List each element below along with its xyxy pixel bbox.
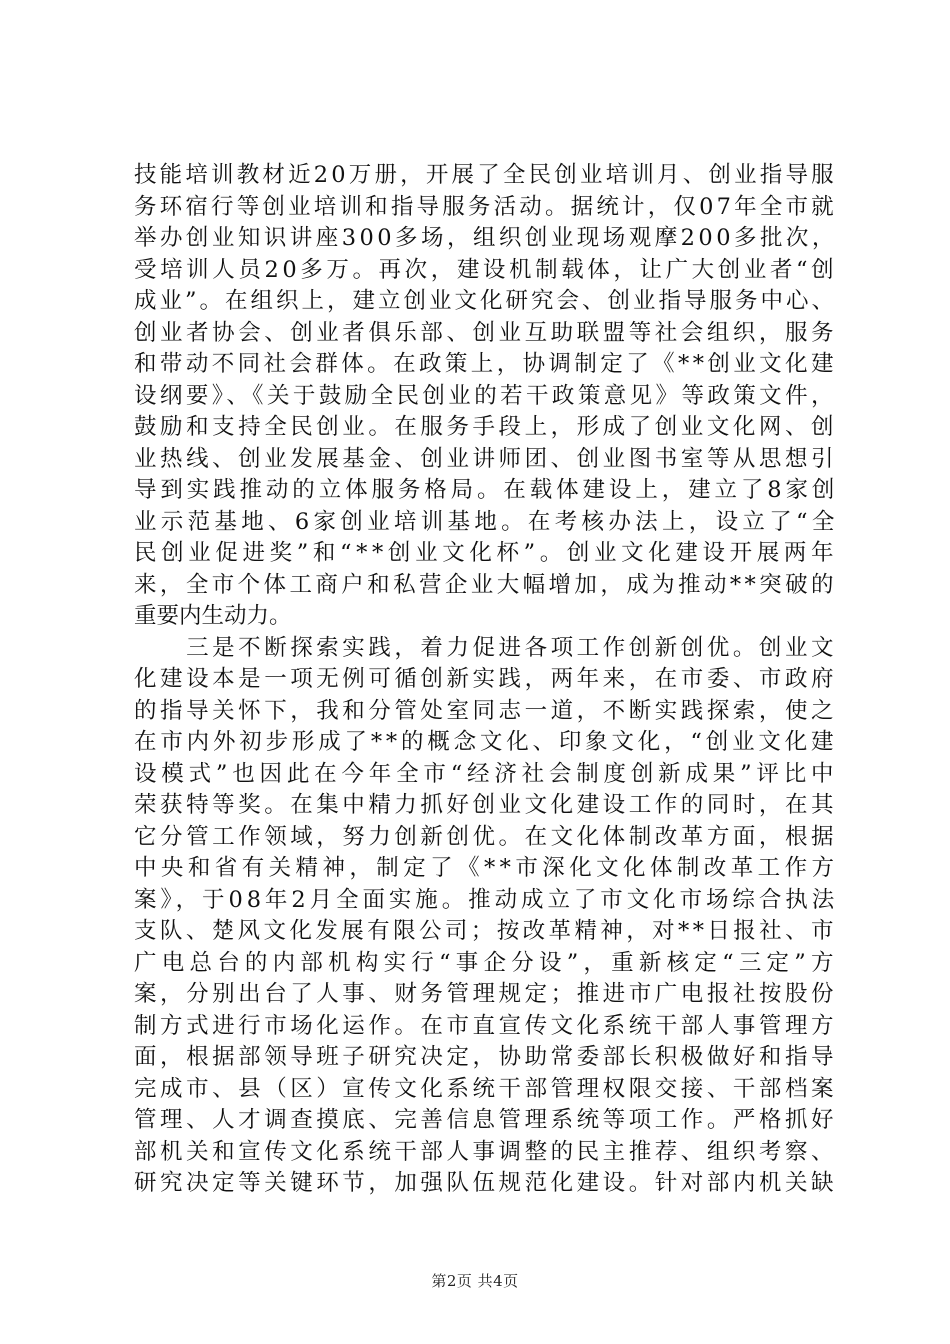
text-line: 务环宿行等创业培训和指导服务活动。据统计，仅07年全市就 xyxy=(134,193,837,220)
text-line: 民创业促进奖”和“**创业文化杯”。创业文化建设开展两年 xyxy=(134,540,839,566)
text-line: 业示范基地、6家创业培训基地。在考核办法上，设立了“全 xyxy=(134,508,839,535)
text-line: 研究决定等关键环节，加强队伍规范化建设。针对部内机关缺 xyxy=(134,1170,838,1196)
page-footer: 第2页 共4页 xyxy=(431,1272,519,1290)
text-line: 设纲要》、《关于鼓励全民创业的若干政策意见》等政策文件， xyxy=(134,382,837,409)
text-line: 管理、人才调查摸底、完善信息管理系统等项工作。严格抓好 xyxy=(134,1107,838,1133)
text-line: 在市内外初步形成了**的概念文化、印象文化，“创业文化建 xyxy=(134,729,838,755)
text-line: 成业”。在组织上，建立创业文化研究会、创业指导服务中心、 xyxy=(134,288,838,314)
text-line: 三是不断探索实践，着力促进各项工作创新创优。创业文 xyxy=(134,634,838,661)
text-line: 支队、楚风文化发展有限公司；按改革精神，对**日报社、市 xyxy=(134,918,837,944)
text-line: 广电总台的内部机构实行“事企分设”，重新核定“三定”方 xyxy=(134,949,839,976)
text-line: 部机关和宣传文化系统干部人事调整的民主推荐、组织考察、 xyxy=(134,1138,838,1165)
text-line: 设模式”也因此在今年全市“经济社会制度创新成果”评比中 xyxy=(134,760,839,787)
text-line: 荣获特等奖。在集中精力抓好创业文化建设工作的同时，在其 xyxy=(134,792,838,818)
text-line: 案，分别出台了人事、财务管理规定；推进市广电报社按股份 xyxy=(134,981,838,1007)
text-line: 制方式进行市场化运作。在市直宣传文化系统干部人事管理方 xyxy=(134,1012,838,1039)
text-line: 业热线、创业发展基金、创业讲师团、创业图书室等从思想引 xyxy=(134,445,838,472)
text-line: 和带动不同社会群体。在政策上，协调制定了《**创业文化建 xyxy=(134,351,837,377)
text-line: 鼓励和支持全民创业。在服务手段上，形成了创业文化网、创 xyxy=(134,414,838,440)
text-line: 的指导关怀下，我和分管处室同志一道，不断实践探索，使之 xyxy=(134,697,838,724)
text-line: 它分管工作领域，努力创新创优。在文化体制改革方面，根据 xyxy=(134,823,838,850)
text-line: 受培训人员20多万。再次，建设机制载体，让广大创业者“创 xyxy=(134,256,838,283)
text-line: 化建设本是一项无例可循创新实践，两年来，在市委、市政府 xyxy=(134,666,838,692)
text-line: 创业者协会、创业者俱乐部、创业互助联盟等社会组织，服务 xyxy=(134,319,838,346)
text-line: 导到实践推动的立体服务格局。在载体建设上，建立了8家创 xyxy=(134,477,839,503)
text-line: 案》，于08年2月全面实施。推动成立了市文化市场综合执法 xyxy=(134,886,839,913)
text-line: 中央和省有关精神，制定了《**市深化文化体制改革工作方 xyxy=(134,855,839,881)
text-line: 面，根据部领导班子研究决定，协助常委部长积极做好和指导 xyxy=(134,1044,838,1070)
body-text xyxy=(134,160,839,1200)
text-line: 来，全市个体工商户和私营企业大幅增加，成为推动**突破的 xyxy=(134,571,837,598)
text-line: 重要内生动力。 xyxy=(134,603,292,629)
text-line: 举办创业知识讲座300多场，组织创业现场观摩200多批次， xyxy=(134,225,838,251)
text-line: 技能培训教材近20万册，开展了全民创业培训月、创业指导服 xyxy=(134,162,837,188)
text-line: 完成市、县（区）宣传文化系统干部管理权限交接、干部档案 xyxy=(134,1075,838,1102)
